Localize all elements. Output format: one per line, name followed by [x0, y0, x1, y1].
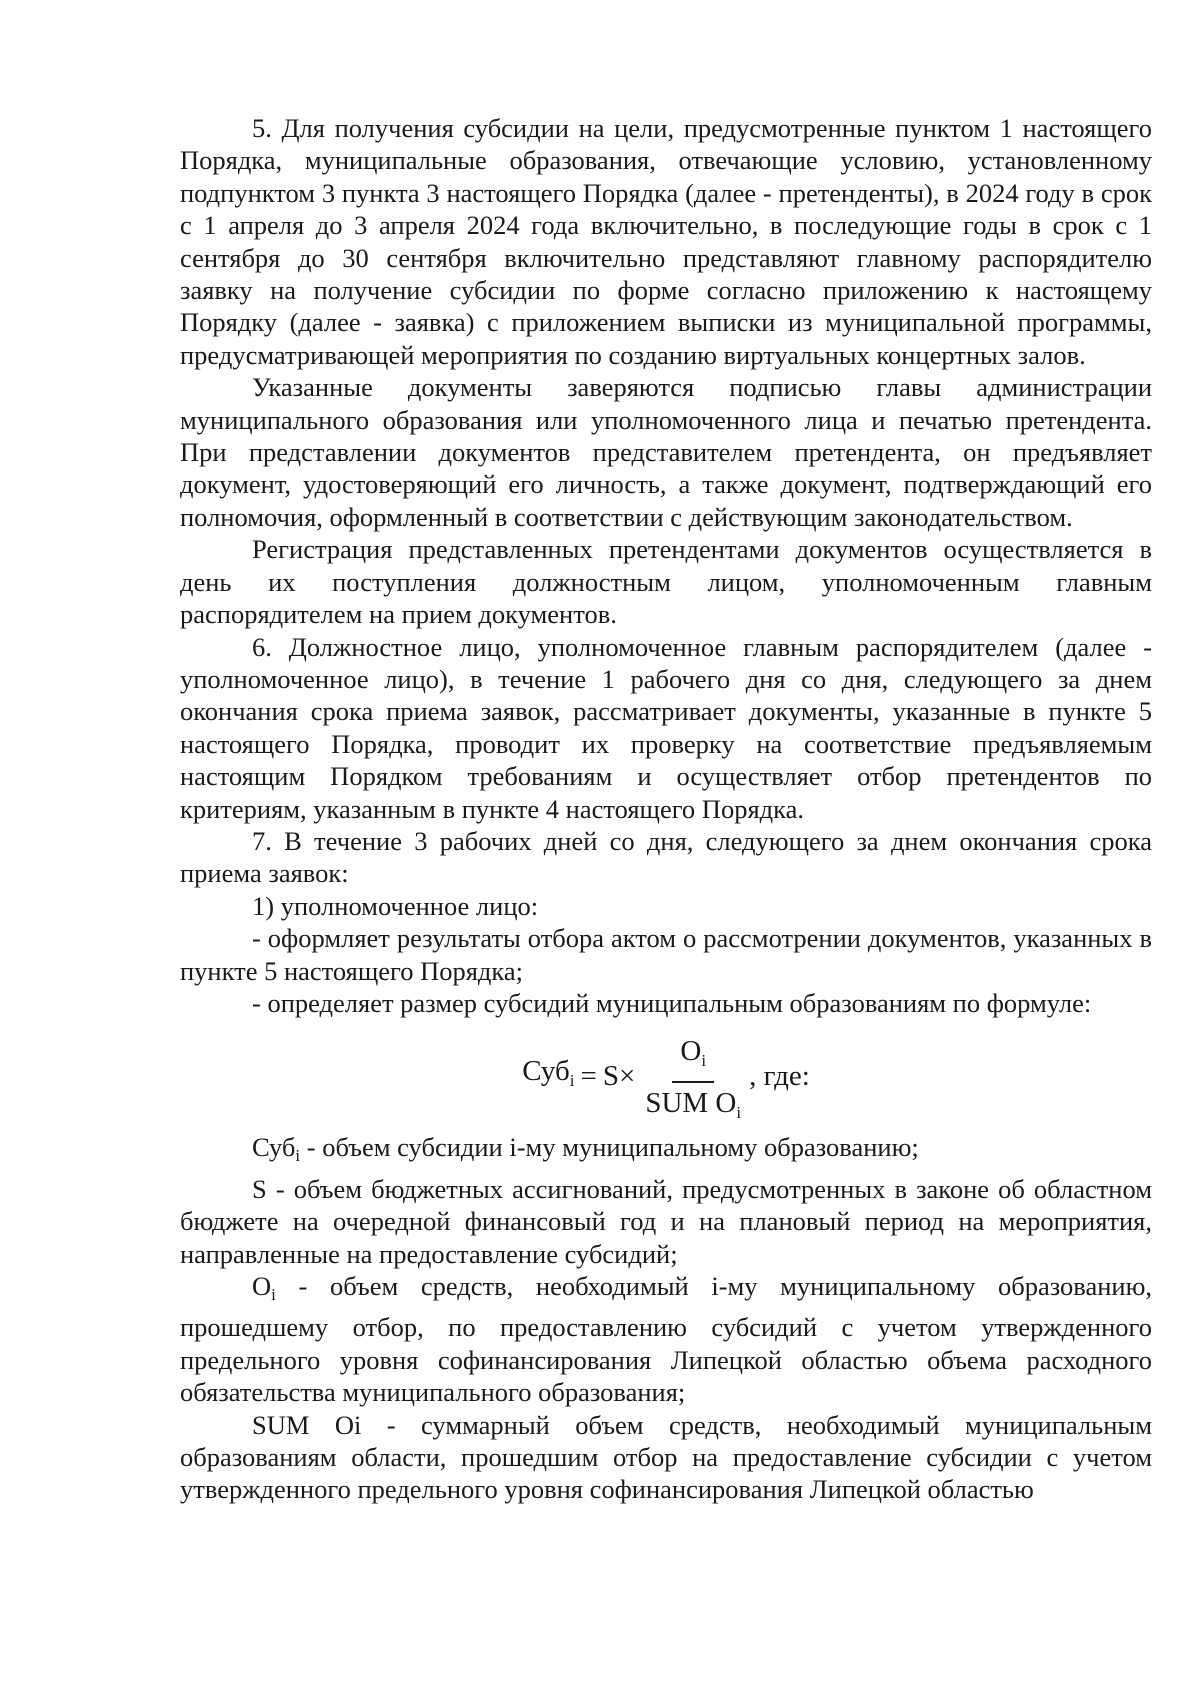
formula-suffix: , где:	[749, 1060, 810, 1093]
formula-times: ×	[618, 1060, 636, 1093]
formula-lhs-subscript: i	[569, 1071, 575, 1091]
definition-sub-i: Суб$_i$ - объем субсидии i-му муниципальному образованию;	[252, 1132, 919, 1166]
formula-denominator: SUM $O_i$	[645, 1087, 742, 1123]
paragraph-6: 6. Должностное лицо, уполномоченное главным распорядителем (далее - уполномоченное лицо), в течение 1 рабочего дня со дня, следующего за днем окончания срока приема заявок, рассматривает документы, указанные в пункте 5 настоящего Порядка, проводит их проверку на соответствие предъявляемым настоящим Порядком требованиям и осуществляет отбор претендентов по критериям, указанным в пункте 4 настоящего Порядка.	[180, 631, 1152, 824]
paragraph-7: 7. В течение 3 рабочих дней со дня, следующего за днем окончания срока приема заявок:	[180, 825, 1152, 889]
paragraph-5-registration: Регистрация представленных претендентами документов осуществляется в день их поступления должностным лицом, уполномоченным главным распорядителем на прием документов.	[180, 534, 1152, 630]
formula-factor: S	[602, 1060, 619, 1093]
definition-o-i: $O_i$ - объем средств, необходимый i-му муниципальному образованию, прошедшему отбор, по предоставлению субсидий с учетом утвержденного предельного уровня софинансирования Липецкой областью объема расходного обязательства муниципального образования;	[180, 1271, 1152, 1408]
formula-equals: =	[580, 1060, 597, 1093]
formula-denominator-subscript: i	[736, 1103, 742, 1123]
paragraph-7-item-1-a: - оформляет результаты отбора актом о рассмотрении документов, указанных в пункте 5 настоящего Порядка;	[180, 923, 1152, 986]
document-page	[180, 112, 1152, 1506]
paragraph-5: 5. Для получения субсидии на цели, предусмотренные пунктом 1 настоящего Порядка, муниципальные образования, отвечающие условию, установленному подпунктом 3 пункта 3 настоящего Порядка (далее - претенденты), в 2024 году в срок с 1 апреля до 3 апреля 2024 года включительно, в последующие годы в срок с 1 сентября до 30 сентября включительно представляют главному распорядителю заявку на получение субсидии по форме согласно приложению к настоящему Порядку (далее - заявка) с приложением выписки из муниципальной программы, предусматривающей мероприятия по созданию виртуальных концертных залов.	[180, 113, 1152, 370]
subsidy-formula	[180, 1021, 1152, 1131]
definition-sum-oi: SUM Oi - суммарный объем средств, необходимый муниципальным образованиям области, прошедшим отбор на предоставление субсидии с учетом утвержденного предельного уровня софинансирования Липецкой областью	[180, 1409, 1152, 1505]
paragraph-7-item-1: 1) уполномоченное лицо:	[252, 890, 539, 921]
formula-lhs: Суб$_i$	[522, 1055, 575, 1091]
paragraph-7-item-1-b: - определяет размер субсидий муниципальным образованиям по формуле:	[252, 987, 1092, 1018]
formula-fraction	[641, 1034, 745, 1130]
paragraph-5-documents: Указанные документы заверяются подписью главы администрации муниципального образования или уполномоченного лица и печатью претендента. При представлении документов представителем претендента, он предъявляет документ, удостоверяющий его личность, а также документ, подтверждающий его полномочия, оформленный в соответствии с действующим законодательством.	[180, 372, 1152, 532]
formula-numerator: $O_i$	[672, 1034, 714, 1083]
definition-s: S - объем бюджетных ассигнований, предусмотренных в законе об областном бюджете на очередной финансовый год и на плановый период на мероприятия, направленные на предоставление субсидий;	[180, 1173, 1152, 1269]
formula-numerator-subscript: i	[701, 1051, 707, 1071]
